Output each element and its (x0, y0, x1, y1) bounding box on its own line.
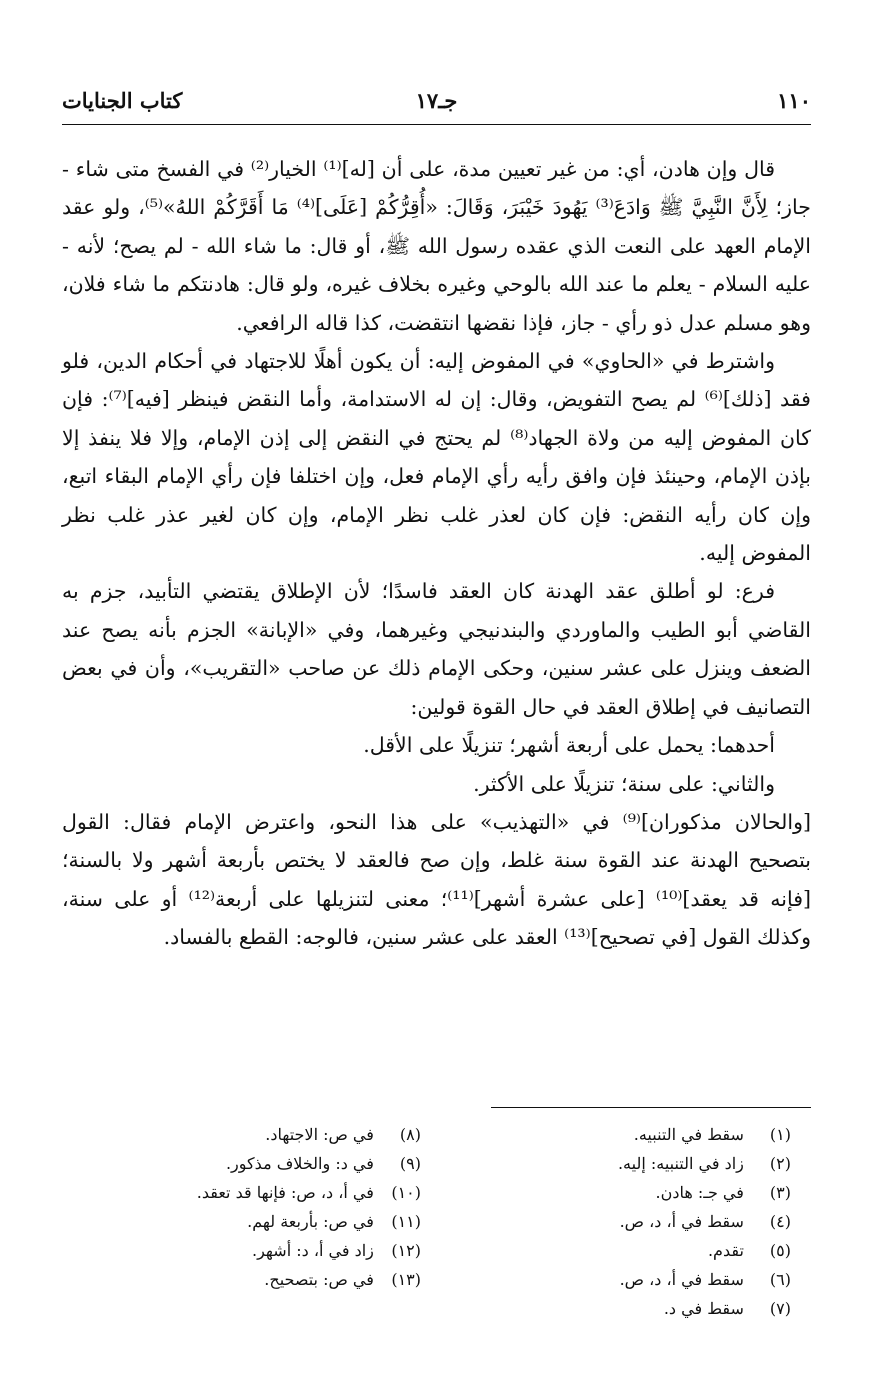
footnote (431, 1265, 791, 1294)
footnote-text: سقط في أ، د، ص. (619, 1270, 744, 1289)
footnote-text: في ص: الاجتهاد. (265, 1125, 374, 1144)
footnote-text: في ص: بتصحيح. (264, 1270, 374, 1289)
footnote-number: (٧) (769, 1299, 791, 1318)
footnote (431, 1120, 791, 1149)
footnote-text: سقط في التنبيه. (633, 1125, 744, 1144)
paragraph: والثاني: على سنة؛ تنزيلًا على الأكثر. (473, 771, 775, 796)
paragraph: قال وإن هادن، أي: من غير تعيين مدة، على أن [له]⁽¹⁾ الخيار⁽²⁾ في الفسخ متى شاء - جاز؛ لِأَنَّ النَّبِيَّ ﷺ وَادَعَ⁽³⁾ يَهُودَ خَيْبَرَ، وَقَالَ: «أُقِرُّكُمْ [عَلَى]⁽⁴⁾ مَا أَقَرَّكُمْ اللهُ»⁽⁵⁾، ولو عقد الإمام العهد على النعت الذي عقده رسول الله ﷺ، أو قال: ما شاء الله - لم يصح؛ لأنه - عليه السلام - يعلم ما عند الله بالوحي وغيره بخلاف غيره، ولو قال: هادنتكم ما شاء فلان، وهو مسلم عدل ذو رأي - جاز، فإذا نقضها انتقضت، كذا قاله الرافعي. (62, 157, 811, 335)
footnotes-column-left (61, 1120, 421, 1294)
footnote-number: (٤) (769, 1212, 791, 1231)
footnote-text: في أ، د، ص: فإنها قد تعقد. (196, 1183, 374, 1202)
footnote (431, 1294, 791, 1323)
main-text (62, 150, 811, 957)
page-header (62, 84, 811, 125)
book-title: كتاب الجنايات (62, 88, 183, 113)
footnote-number: (١١) (391, 1212, 421, 1231)
footnote (431, 1236, 791, 1265)
footnote-text: في د: والخلاف مذكور. (225, 1154, 374, 1173)
footnote-text: في جـ: هادن. (655, 1183, 744, 1202)
paragraph: فرع: لو أطلق عقد الهدنة كان العقد فاسدًا؛ لأن الإطلاق يقتضي التأبيد، جزم به القاضي أبو الطيب والماوردي والبندنيجي وغيرهما، وفي «الإبانة» الجزم بأنه يصح عند الضعف وينزل على عشر سنين، وحكى الإمام ذلك عن صاحب «التقريب»، وأن في بعض التصانيف في إطلاق العقد في حال القوة قولين: (62, 579, 811, 719)
footnote-number: (٢) (769, 1154, 791, 1173)
footnote-text: زاد في التنبيه: إليه. (617, 1154, 744, 1173)
footnote-text: زاد في أ، د: أشهر. (252, 1241, 374, 1260)
paragraph: أحدهما: يحمل على أربعة أشهر؛ تنزيلًا على الأقل. (363, 733, 775, 758)
page-number: ١١٠ (777, 88, 811, 113)
footnote (61, 1149, 421, 1178)
footnote (61, 1265, 421, 1294)
footnote (61, 1178, 421, 1207)
footnote-number: (١٣) (391, 1270, 421, 1289)
paragraph: واشترط في «الحاوي» في المفوض إليه: أن يكون أهلًا للاجتهاد في أحكام الدين، فلو فقد [ذلك]⁽⁶⁾ لم يصح التفويض، وقال: إن له الاستدامة، وأما النقض فينظر [فيه]⁽⁷⁾: فإن كان المفوض إليه من ولاة الجهاد⁽⁸⁾ لم يحتج في النقض إلى إذن الإمام، وإلا فلا ينفذ إلا بإذن الإمام، وحينئذ فإن وافق رأيه رأي الإمام فعل، وإن اختلفا فإن رأي الإمام البقاء اتبع، وإن كان رأيه النقض: فإن كان لعذر غلب نظر الإمام، وإن كان لغير عذر غلب نظر المفوض إليه. (62, 349, 811, 566)
footnote-number: (٨) (399, 1125, 421, 1144)
footnote (61, 1120, 421, 1149)
footnote-number: (٣) (769, 1183, 791, 1202)
footnote-number: (١٢) (391, 1241, 421, 1260)
footnote (61, 1207, 421, 1236)
footnotes-column-right (431, 1120, 791, 1323)
footnote (431, 1149, 791, 1178)
footnote-number: (٦) (769, 1270, 791, 1289)
footnote-text: سقط في د. (663, 1299, 744, 1318)
footnote-text: سقط في أ، د، ص. (619, 1212, 744, 1231)
footnote (431, 1178, 791, 1207)
volume-number: جـ١٧ (415, 88, 458, 113)
footnote-number: (١٠) (391, 1183, 421, 1202)
footnote-text: تقدم. (707, 1241, 744, 1260)
footnote-text: في ص: بأربعة لهم. (247, 1212, 374, 1231)
footnote (61, 1236, 421, 1265)
paragraph: [والحالان مذكوران]⁽⁹⁾ في «التهذيب» على هذا النحو، واعترض الإمام فقال: القول بتصحيح الهدنة عند القوة سنة غلط، وإن صح فالعقد لا يختص بأربعة أشهر ولا بالسنة؛ [فإنه قد يعقد]⁽¹⁰⁾ [على عشرة أشهر]⁽¹¹⁾؛ معنى لتنزيلها على أربعة⁽¹²⁾ أو على سنة، وكذلك القول [في تصحيح]⁽¹³⁾ العقد على عشر سنين، فالوجه: القطع بالفساد. (62, 809, 811, 950)
footnote (431, 1207, 791, 1236)
footnote-number: (١) (769, 1125, 791, 1144)
footnote-number: (٥) (769, 1241, 791, 1260)
footnote-divider (491, 1107, 811, 1108)
footnote-number: (٩) (399, 1154, 421, 1173)
